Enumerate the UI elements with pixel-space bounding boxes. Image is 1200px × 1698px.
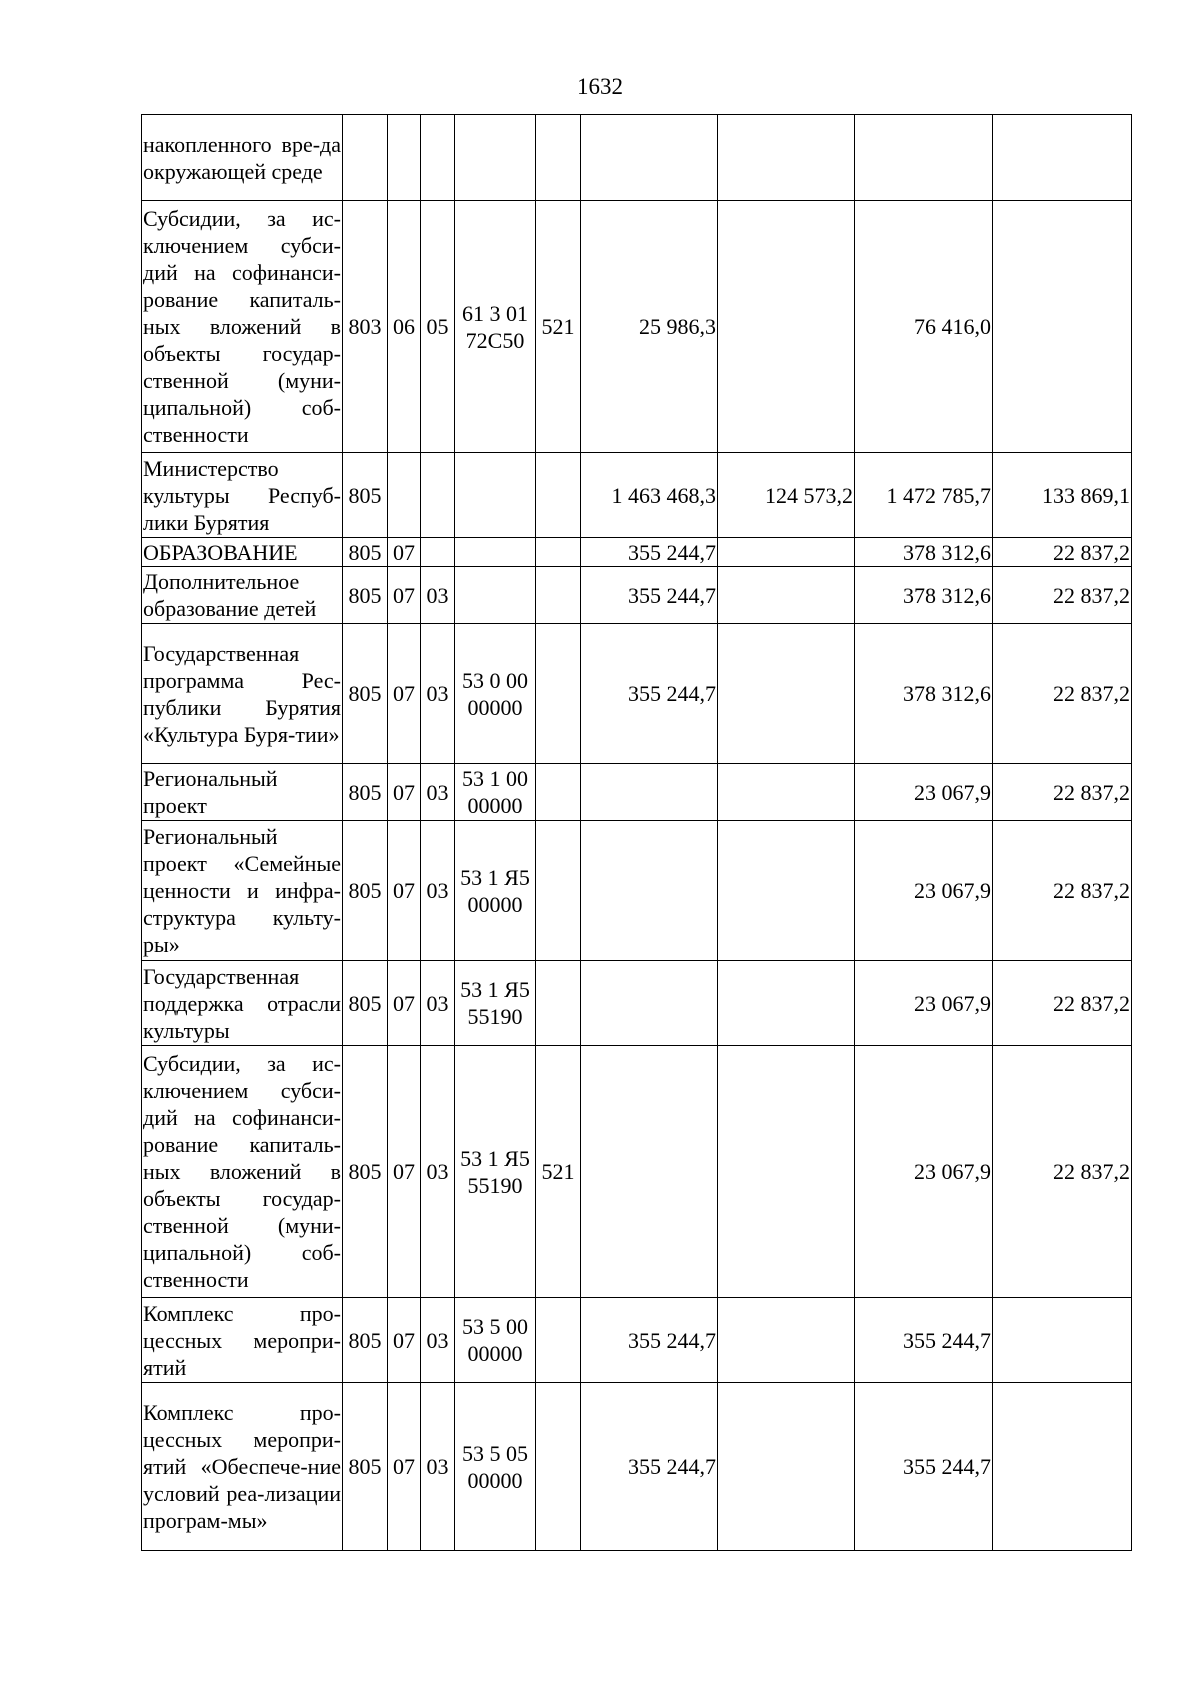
row-name: Государственная программа Рес-публики Бурятия «Культура Буря-тии» xyxy=(142,624,343,764)
expense-type-code: 521 xyxy=(536,1046,581,1298)
amount-year1: 25 986,3 xyxy=(581,201,718,453)
amount-year1-federal xyxy=(718,821,855,961)
table-row xyxy=(142,1046,1132,1298)
amount-year1 xyxy=(581,961,718,1046)
table-row xyxy=(142,567,1132,624)
expense-type-code xyxy=(536,115,581,201)
target-article-code: 53 1 00 00000 xyxy=(455,764,536,821)
amount-year1 xyxy=(581,764,718,821)
expense-type-code xyxy=(536,624,581,764)
expense-type-code xyxy=(536,1383,581,1551)
expense-type-code xyxy=(536,453,581,538)
section-code: 07 xyxy=(388,624,421,764)
subsection-code: 03 xyxy=(421,764,455,821)
amount-year1-federal xyxy=(718,1046,855,1298)
amount-year2: 23 067,9 xyxy=(855,821,993,961)
target-article-code xyxy=(455,538,536,567)
ministry-code: 803 xyxy=(343,201,388,453)
expense-type-code xyxy=(536,1298,581,1383)
section-code: 07 xyxy=(388,764,421,821)
table-row xyxy=(142,821,1132,961)
target-article-code: 61 3 01 72С50 xyxy=(455,201,536,453)
target-article-code: 53 5 05 00000 xyxy=(455,1383,536,1551)
expense-type-code xyxy=(536,567,581,624)
amount-year1-federal xyxy=(718,567,855,624)
section-code: 07 xyxy=(388,821,421,961)
target-article-code: 53 1 Я5 00000 xyxy=(455,821,536,961)
expense-type-code xyxy=(536,821,581,961)
amount-year1-federal xyxy=(718,624,855,764)
section-code: 07 xyxy=(388,538,421,567)
amount-year1-federal xyxy=(718,961,855,1046)
amount-year2: 23 067,9 xyxy=(855,764,993,821)
amount-year2: 1 472 785,7 xyxy=(855,453,993,538)
subsection-code: 03 xyxy=(421,624,455,764)
amount-year2-federal xyxy=(993,201,1132,453)
section-code: 07 xyxy=(388,1046,421,1298)
ministry-code: 805 xyxy=(343,538,388,567)
subsection-code: 03 xyxy=(421,567,455,624)
subsection-code: 03 xyxy=(421,821,455,961)
table-row xyxy=(142,1383,1132,1551)
row-name: Субсидии, за ис-ключением субси-дий на софинанси-рование капиталь-ных вложений в объекты государ-ственной (муни-ципальной) соб-ственности xyxy=(142,201,343,453)
budget-table xyxy=(141,114,1132,1551)
target-article-code xyxy=(455,567,536,624)
table-row xyxy=(142,1298,1132,1383)
amount-year2: 23 067,9 xyxy=(855,961,993,1046)
section-code: 07 xyxy=(388,1383,421,1551)
amount-year2-federal: 22 837,2 xyxy=(993,538,1132,567)
ministry-code: 805 xyxy=(343,567,388,624)
table-row xyxy=(142,453,1132,538)
row-name: Комплекс про-цессных меропри-ятий xyxy=(142,1298,343,1383)
amount-year2: 76 416,0 xyxy=(855,201,993,453)
amount-year2: 378 312,6 xyxy=(855,538,993,567)
table-row xyxy=(142,764,1132,821)
section-code: 06 xyxy=(388,201,421,453)
ministry-code: 805 xyxy=(343,1046,388,1298)
section-code xyxy=(388,115,421,201)
amount-year2-federal: 22 837,2 xyxy=(993,764,1132,821)
amount-year1: 355 244,7 xyxy=(581,624,718,764)
amount-year1: 355 244,7 xyxy=(581,1383,718,1551)
expense-type-code xyxy=(536,538,581,567)
amount-year2-federal: 22 837,2 xyxy=(993,624,1132,764)
row-name: накопленного вре-да окружающей среде xyxy=(142,115,343,201)
ministry-code: 805 xyxy=(343,624,388,764)
amount-year1 xyxy=(581,1046,718,1298)
amount-year1: 355 244,7 xyxy=(581,1298,718,1383)
ministry-code: 805 xyxy=(343,821,388,961)
section-code: 07 xyxy=(388,567,421,624)
target-article-code: 53 5 00 00000 xyxy=(455,1298,536,1383)
amount-year1 xyxy=(581,115,718,201)
target-article-code: 53 1 Я5 55190 xyxy=(455,1046,536,1298)
amount-year1: 1 463 468,3 xyxy=(581,453,718,538)
ministry-code xyxy=(343,115,388,201)
section-code: 07 xyxy=(388,961,421,1046)
amount-year2: 355 244,7 xyxy=(855,1298,993,1383)
row-name: Комплекс про-цессных меропри-ятий «Обеспече-ние условий реа-лизации програм-мы» xyxy=(142,1383,343,1551)
subsection-code: 05 xyxy=(421,201,455,453)
amount-year1-federal xyxy=(718,201,855,453)
row-name: Дополнительное образование детей xyxy=(142,567,343,624)
amount-year2-federal: 22 837,2 xyxy=(993,567,1132,624)
amount-year1-federal xyxy=(718,115,855,201)
subsection-code: 03 xyxy=(421,1046,455,1298)
subsection-code xyxy=(421,453,455,538)
table-row xyxy=(142,115,1132,201)
amount-year1-federal xyxy=(718,764,855,821)
ministry-code: 805 xyxy=(343,453,388,538)
amount-year2: 378 312,6 xyxy=(855,567,993,624)
target-article-code: 53 1 Я5 55190 xyxy=(455,961,536,1046)
section-code: 07 xyxy=(388,1298,421,1383)
row-name: Министерство культуры Респуб-лики Бурятия xyxy=(142,453,343,538)
amount-year2: 378 312,6 xyxy=(855,624,993,764)
amount-year2-federal: 22 837,2 xyxy=(993,961,1132,1046)
target-article-code xyxy=(455,453,536,538)
subsection-code: 03 xyxy=(421,961,455,1046)
amount-year2: 23 067,9 xyxy=(855,1046,993,1298)
amount-year1 xyxy=(581,821,718,961)
row-name: Государственная поддержка отрасли культуры xyxy=(142,961,343,1046)
subsection-code: 03 xyxy=(421,1383,455,1551)
subsection-code xyxy=(421,538,455,567)
table-row xyxy=(142,961,1132,1046)
row-name: Субсидии, за ис-ключением субси-дий на софинанси-рование капиталь-ных вложений в объекты государ-ственной (муни-ципальной) соб-ственности xyxy=(142,1046,343,1298)
target-article-code xyxy=(455,115,536,201)
row-name: Региональный проект xyxy=(142,764,343,821)
amount-year1: 355 244,7 xyxy=(581,567,718,624)
ministry-code: 805 xyxy=(343,1298,388,1383)
amount-year1-federal: 124 573,2 xyxy=(718,453,855,538)
amount-year2-federal xyxy=(993,115,1132,201)
subsection-code xyxy=(421,115,455,201)
table-row xyxy=(142,201,1132,453)
amount-year2-federal: 133 869,1 xyxy=(993,453,1132,538)
amount-year1-federal xyxy=(718,1298,855,1383)
row-name: ОБРАЗОВАНИЕ xyxy=(142,538,343,567)
page-number: 1632 xyxy=(577,74,623,99)
table-row xyxy=(142,624,1132,764)
expense-type-code xyxy=(536,764,581,821)
expense-type-code: 521 xyxy=(536,201,581,453)
ministry-code: 805 xyxy=(343,1383,388,1551)
amount-year2-federal: 22 837,2 xyxy=(993,1046,1132,1298)
row-name: Региональный проект «Семейные ценности и инфра-структура культу-ры» xyxy=(142,821,343,961)
section-code xyxy=(388,453,421,538)
target-article-code: 53 0 00 00000 xyxy=(455,624,536,764)
amount-year2-federal xyxy=(993,1298,1132,1383)
amount-year2: 355 244,7 xyxy=(855,1383,993,1551)
amount-year2-federal xyxy=(993,1383,1132,1551)
subsection-code: 03 xyxy=(421,1298,455,1383)
amount-year1-federal xyxy=(718,538,855,567)
table-row xyxy=(142,538,1132,567)
amount-year2 xyxy=(855,115,993,201)
amount-year2-federal: 22 837,2 xyxy=(993,821,1132,961)
ministry-code: 805 xyxy=(343,764,388,821)
ministry-code: 805 xyxy=(343,961,388,1046)
amount-year1: 355 244,7 xyxy=(581,538,718,567)
amount-year1-federal xyxy=(718,1383,855,1551)
expense-type-code xyxy=(536,961,581,1046)
